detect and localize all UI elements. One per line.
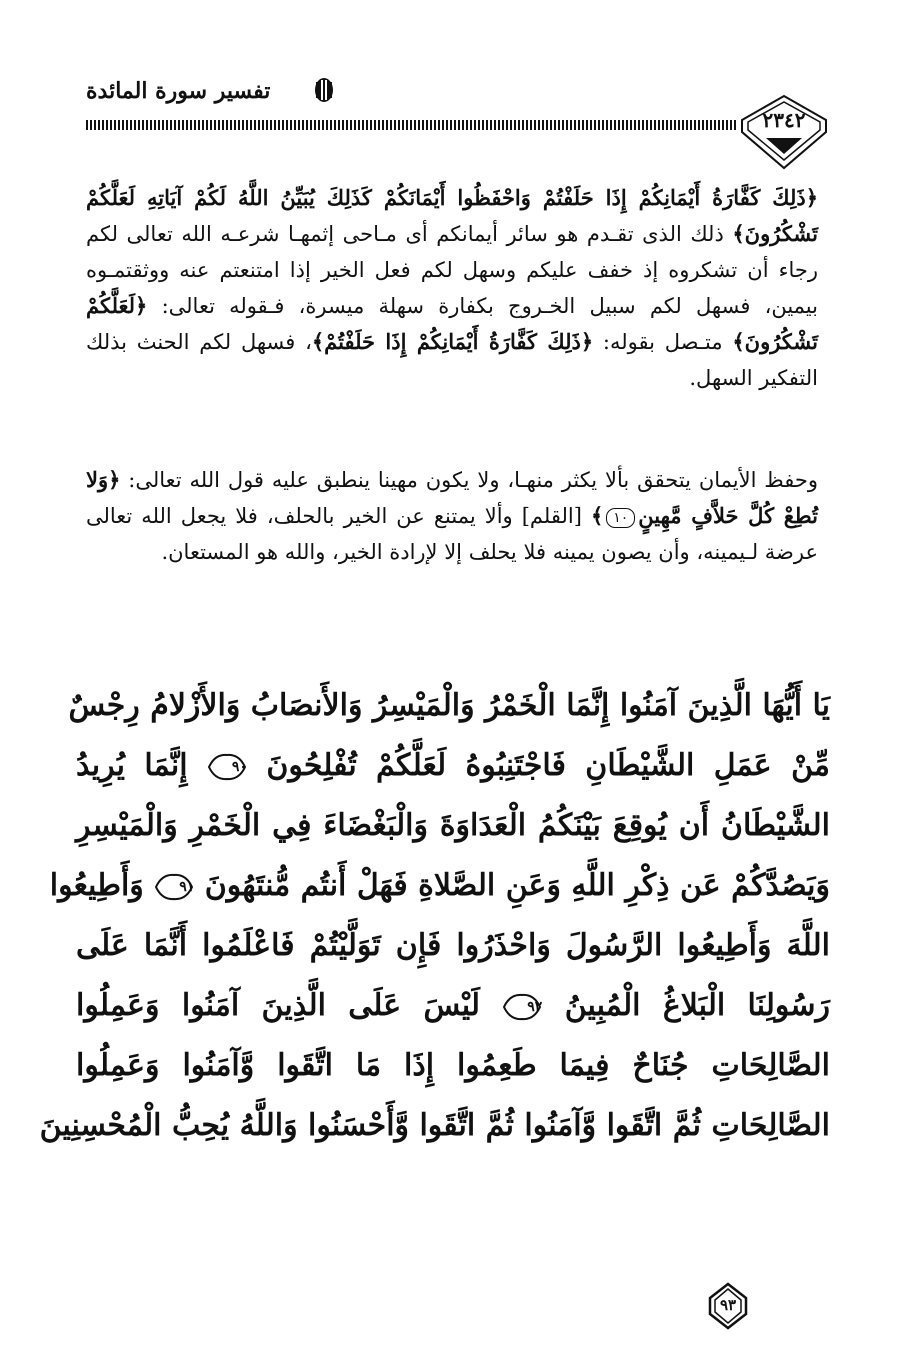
ayah-number: ٩١ [179,879,195,895]
verse-text: وَيَصُدَّكُمْ عَن ذِكْرِ اللَّهِ وَعَنِ الصَّلاةِ فَهَلْ أَنتُم مُّنتَهُونَ [204,868,830,903]
verse-text: الصَّالِحَاتِ جُنَاحٌ فِيمَا طَعِمُوا إِذَا مَا اتَّقَوا وَّآمَنُوا وَعَمِلُوا [76,1048,830,1083]
verse-number-marker: ١٠ [606,508,635,528]
commentary-text: ، فسهل لكم الحنث بذلك التفكير السهل. [86,330,818,390]
verse-text: اللَّهَ وَأَطِيعُوا الرَّسُولَ وَاحْذَرُوا فَإِن تَوَلَّيْتُمْ فَاعْلَمُوا أَنَّمَا عَلَى [76,928,830,963]
commentary-paragraph-2 [86,462,818,570]
quran-quote: ﴿وَلا تُطِعْ كُلَّ حَلاَّفٍ مَّهِينٍ [86,467,818,528]
header-rule [86,120,736,130]
surah-reference: [القلم] [512,504,591,528]
ayah-end-marker [502,992,542,1022]
quran-quote: ﴿لَعَلَّكُمْ تَشْكُرُونَ﴾ [86,293,818,354]
verse-line [76,736,830,796]
quran-quote-end: ﴾ [590,503,604,528]
ayah-number: ٩٢ [527,999,543,1015]
verse-line [49,856,830,916]
commentary-text: ذلك الذى تقـدم هو سائر أيمانكم أى مـاحى إثمهـا شرعـه الله تعالى لكم رجاء أن تشكروه إذ خفف عليكم وسهل لكم فعل الخير إذا امتنعتم عنه ووثقتمـوه بيمين، فسهل لكم سبيل الخـروج بكفارة سهلة ميسرة، فـقوله تعالى: [86,222,818,318]
verse-text: الشَّيْطَانُ أَن يُوقِعَ بَيْنَكُمُ الْعَدَاوَةَ وَالْبَغْضَاءَ فِي الْخَمْرِ وَالْمَيْسِرِ [76,808,830,843]
verse-line [76,976,830,1036]
verse-line [39,1096,830,1156]
header-ornament-icon [310,76,338,104]
ayah-end-marker [154,872,194,902]
ayah-number: ٩٣ [719,1296,737,1314]
verse-text: الصَّالِحَاتِ ثُمَّ اتَّقَوا وَّآمَنُوا ثُمَّ اتَّقَوا وَّأَحْسَنُوا وَاللَّهُ يُحِبُّ الْمُحْسِنِينَ [39,1108,830,1143]
page-number: ٢٣٤٢ [762,108,806,132]
commentary-text: متـصل بقوله: [593,330,733,354]
verse-text: مِّنْ عَمَلِ الشَّيْطَانِ فَاجْتَنِبُوهُ لَعَلَّكُمْ تُفْلِحُونَ [266,748,830,783]
commentary-paragraph-1 [86,180,818,396]
commentary-text: وألا يمتنع عن الخير بالحلف، فلا يجعل الله تعالى عرضة لـيمينه، وأن يصون يمينه فلا يحلف إلا لإرادة الخير، والله هو المستعان. [86,504,818,564]
quran-quote: ﴿ذَلِكَ كَفَّارَةُ أَيْمَانِكُمْ إِذَا حَلَفْتُمْ وَاحْفَظُوا أَيْمَانَكُمْ كَذَلِكَ يُبَيِّنُ اللَّهُ لَكُمْ آيَاتِهِ لَعَلَّكُمْ تَشْكُرُونَ﴾ [86,185,818,246]
verse-text: لَيْسَ عَلَى الَّذِينَ آمَنُوا وَعَمِلُوا [76,988,480,1023]
verse-text: إِنَّمَا يُرِيدُ [76,748,188,783]
verse-line [68,676,830,736]
quran-verses-block [39,676,830,1156]
ayah-end-marker [207,752,247,782]
running-header-title: تفسير سورة المائدة [86,78,271,104]
verse-text: يَا أَيُّهَا الَّذِينَ آمَنُوا إِنَّمَا الْخَمْرُ وَالْمَيْسِرُ وَالأَنصَابُ وَالأَزْلامُ رِجْسٌ [68,688,830,723]
verse-line [76,796,830,856]
verse-text: رَسُولِنَا الْبَلاغُ الْمُبِينُ [564,988,830,1023]
page-number-badge-icon [736,92,832,172]
verse-text: وَأَطِيعُوا [49,868,144,903]
verse-line [76,916,830,976]
ayah-number: ٩٠ [231,759,247,775]
quran-quote: ﴿ذَلِكَ كَفَّارَةُ أَيْمَانِكُمْ إِذَا حَلَفْتُمْ﴾ [311,329,594,354]
commentary-text: وحفظ الأيمان يتحقق بألا يكثر منهـا، ولا يكون مهينا ينطبق عليه قول الله تعالى: [120,468,818,492]
verse-line [76,1036,830,1096]
